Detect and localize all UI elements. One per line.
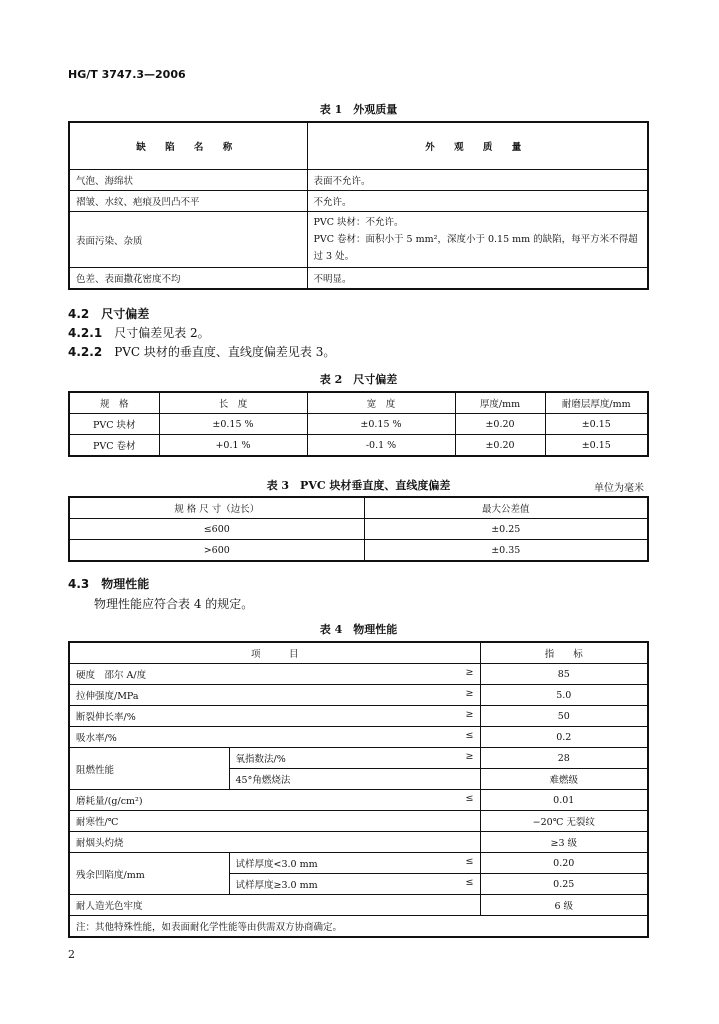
- page-number: 2: [68, 948, 75, 961]
- table-cell: ±0.15 %: [307, 414, 455, 435]
- table-cell: ±0.25: [364, 519, 648, 540]
- table-note-row: [69, 916, 648, 938]
- table-row: [69, 414, 648, 435]
- section-4-2-2: 4.2.2 PVC 块材的垂直度、直线度偏差见表 3。: [68, 345, 336, 359]
- property-cell: 氧指数法/% ≥: [229, 748, 480, 769]
- table-cell: PVC 卷材: [69, 435, 159, 457]
- table1-header-defect: 缺 陷 名 称: [69, 122, 307, 170]
- defect-name: 色差、表面撒花密度不均: [69, 268, 307, 290]
- property-cell: 耐人造光色牢度: [69, 895, 480, 916]
- table-cell: +0.1 %: [159, 435, 307, 457]
- section-4-3-paragraph: 物理性能应符合表 4 的规定。: [94, 597, 254, 611]
- section-4-2-1: 4.2.1 尺寸偏差见表 2。: [68, 326, 210, 340]
- table-row: [69, 268, 648, 290]
- property-value: 0.25: [480, 874, 648, 895]
- table-row: [69, 811, 648, 832]
- appearance-quality-table: [68, 121, 649, 290]
- table-cell: ±0.20: [455, 414, 545, 435]
- quality-text: 不允许。: [307, 191, 648, 212]
- quality-text: 表面不允许。: [307, 170, 648, 191]
- property-value: 28: [480, 748, 648, 769]
- section-4-2-heading: 4.2 尺寸偏差: [68, 307, 150, 321]
- defect-name: 表面污染、杂质: [69, 212, 307, 268]
- table-row: [69, 706, 648, 727]
- table-row: [69, 170, 648, 191]
- column-header: 宽 度: [307, 392, 455, 414]
- table-cell: >600: [69, 540, 364, 562]
- table-cell: ±0.20: [455, 435, 545, 457]
- property-value: 难燃级: [480, 769, 648, 790]
- property-cell: 硬度 邵尔 A/度 ≥: [69, 664, 480, 685]
- table-note: 注：其他特殊性能，如表面耐化学性能等由供需双方协商确定。: [69, 916, 648, 938]
- table-row: [69, 664, 648, 685]
- table-row: [69, 212, 648, 268]
- table-header-row: [69, 497, 648, 519]
- property-cell: 拉伸强度/MPa ≥: [69, 685, 480, 706]
- quality-cell: [307, 212, 648, 268]
- table-row: [69, 727, 648, 748]
- property-value: 5.0: [480, 685, 648, 706]
- table-row: [69, 895, 648, 916]
- property-value: 50: [480, 706, 648, 727]
- physical-properties-table: [68, 641, 649, 938]
- column-header: 耐磨层厚度/mm: [545, 392, 648, 414]
- property-value: 6 级: [480, 895, 648, 916]
- property-cell: 45°角燃烧法: [229, 769, 480, 790]
- table3-unit: 单位为毫米: [594, 483, 644, 494]
- column-header: 指 标: [480, 642, 648, 664]
- property-cell: 耐寒性/℃: [69, 811, 480, 832]
- table-header-row: [69, 392, 648, 414]
- table4-caption: 表 4 物理性能: [319, 623, 398, 636]
- table-row: [69, 435, 648, 457]
- column-header: 长 度: [159, 392, 307, 414]
- standard-code: HG/T 3747.3—2006: [68, 68, 186, 81]
- property-group-label: 阻燃性能: [69, 748, 229, 790]
- property-cell: 试样厚度≥3.0 mm ≤: [229, 874, 480, 895]
- property-cell: 试样厚度<3.0 mm ≤: [229, 853, 480, 874]
- table-cell: PVC 块材: [69, 414, 159, 435]
- table-row: [69, 832, 648, 853]
- table-row: [69, 790, 648, 811]
- table-row: [69, 519, 648, 540]
- defect-name: 气泡、海绵状: [69, 170, 307, 191]
- property-group-label: 残余凹陷度/mm: [69, 853, 229, 895]
- size-deviation-table: [68, 391, 649, 457]
- table-row: [69, 685, 648, 706]
- property-value: 0.2: [480, 727, 648, 748]
- quality-text: PVC 块材：不允许。: [313, 217, 404, 228]
- table-row: [69, 853, 648, 874]
- table-cell: ±0.15: [545, 414, 648, 435]
- table-cell: ±0.15: [545, 435, 648, 457]
- table-cell: -0.1 %: [307, 435, 455, 457]
- column-header: 最大公差值: [364, 497, 648, 519]
- table-header-row: [69, 642, 648, 664]
- defect-name: 褶皱、水纹、疤痕及凹凸不平: [69, 191, 307, 212]
- quality-text: 不明显。: [307, 268, 648, 290]
- table2-caption: 表 2 尺寸偏差: [319, 373, 398, 386]
- quality-text: PVC 卷材：面积小于 5 mm²，深度小于 0.15 mm 的缺陷，每平方米不得超过 3 处。: [313, 234, 638, 262]
- property-cell: 耐烟头灼烧: [69, 832, 480, 853]
- table-row: [69, 191, 648, 212]
- table1-header-quality: 外 观 质 量: [307, 122, 648, 170]
- property-value: 85: [480, 664, 648, 685]
- column-header: 规 格: [69, 392, 159, 414]
- table-row: [69, 748, 648, 769]
- property-value: ≥3 级: [480, 832, 648, 853]
- property-value: −20℃ 无裂纹: [480, 811, 648, 832]
- table-cell: ≤600: [69, 519, 364, 540]
- column-header: 项 目: [69, 642, 480, 664]
- perpendicularity-table: [68, 496, 649, 562]
- property-value: 0.01: [480, 790, 648, 811]
- table3-caption: 表 3 PVC 块材垂直度、直线度偏差: [266, 479, 451, 492]
- property-value: 0.20: [480, 853, 648, 874]
- table-row: [69, 540, 648, 562]
- property-cell: 断裂伸长率/% ≥: [69, 706, 480, 727]
- table1-caption: 表 1 外观质量: [319, 103, 398, 116]
- column-header: 规 格 尺 寸（边长）: [69, 497, 364, 519]
- table-cell: ±0.15 %: [159, 414, 307, 435]
- property-cell: 磨耗量/(g/cm²) ≤: [69, 790, 480, 811]
- section-4-3-heading: 4.3 物理性能: [68, 577, 150, 591]
- table-cell: ±0.35: [364, 540, 648, 562]
- property-cell: 吸水率/% ≤: [69, 727, 480, 748]
- column-header: 厚度/mm: [455, 392, 545, 414]
